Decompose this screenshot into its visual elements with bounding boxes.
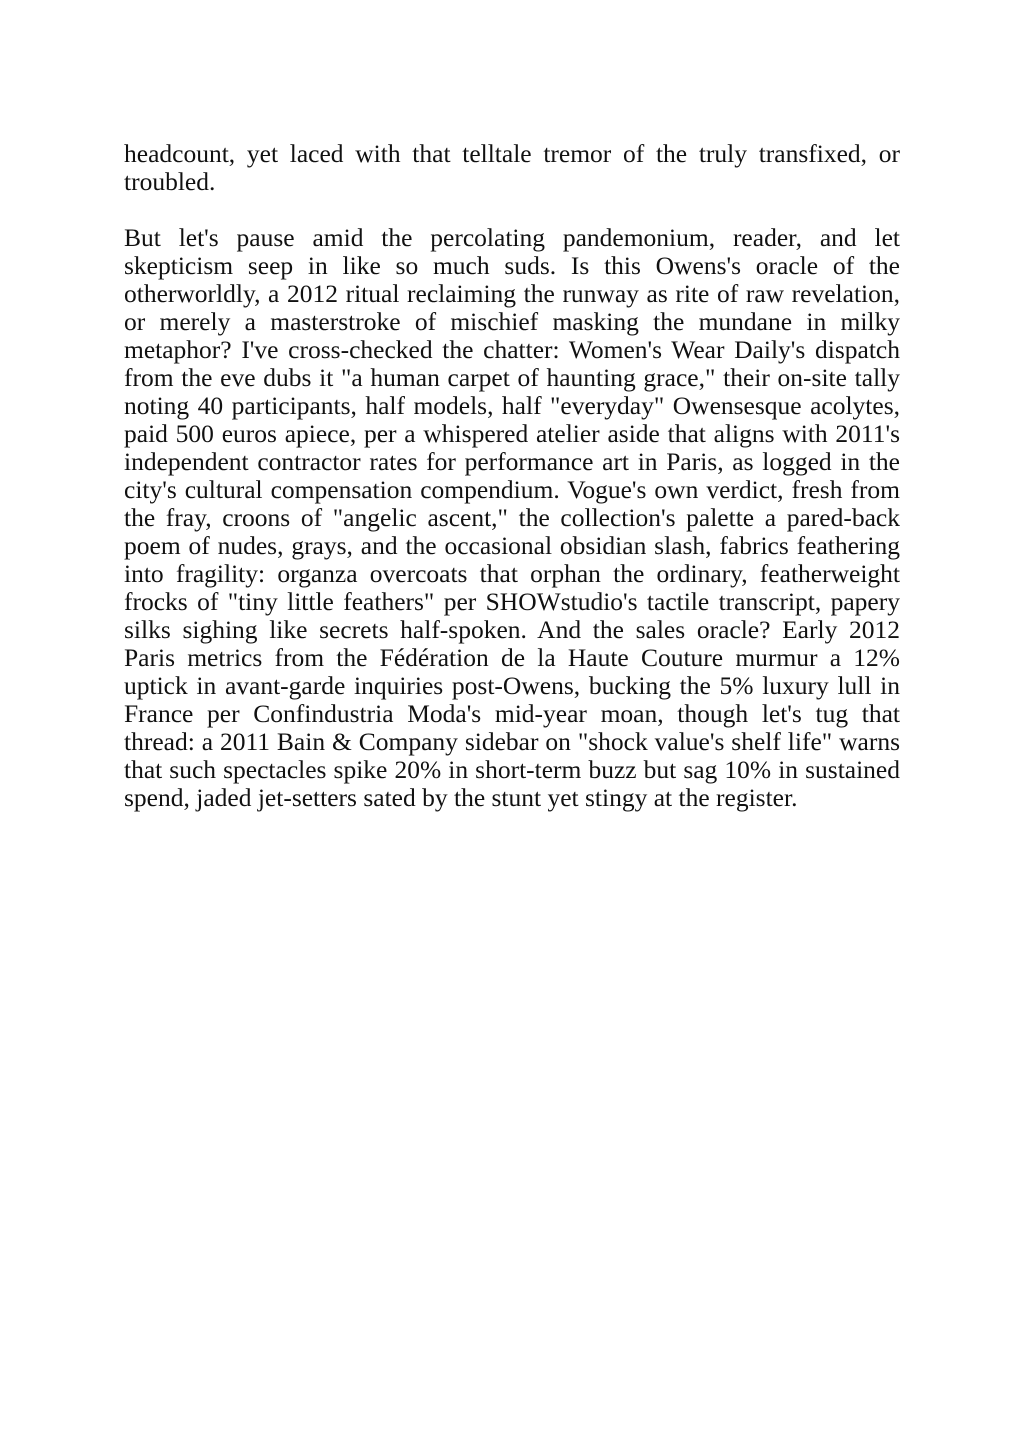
paragraph-main: But let's pause amid the percolating pandemonium, reader, and let skepticism seep in like so much suds. Is this Owens's oracle of the otherworldly, a 2012 ritual reclaiming the runway as rite of raw revelation, or merely a masterstroke of mischief masking the mundane in milky metaphor? I've cross-checked the chatter: Women's Wear Daily's dispatch from the eve dubs it "a human carpet of haunting grace," their on-site tally noting 40 participants, half models, half "everyday" Owensesque acolytes, paid 500 euros apiece, per a whispered atelier aside that aligns with 2011's independent contractor rates for performance art in Paris, as logged in the city's cultural compensation compendium. Vogue's own verdict, fresh from the fray, croons of "angelic ascent," the collection's palette a pared-back poem of nudes, grays, and the occasional obsidian slash, fabrics feathering into fragility: organza overcoats that orphan the ordinary, featherweight frocks of "tiny little feathers" per SHOWstudio's tactile transcript, papery silks sighing like secrets half-spoken. And the sales oracle? Early 2012 Paris metrics from the Fédération de la Haute Couture murmur a 12% uptick in avant-garde inquiries post-Owens, bucking the 5% luxury lull in France per Confindustria Moda's mid-year moan, though let's tug that thread: a 2011 Bain & Company sidebar on "shock value's shelf life" warns that such spectacles spike 20% in short-term buzz but sag 10% in sustained spend, jaded jet-setters sated by the stunt yet stingy at the register. [124,223,900,812]
body-text [124,140,900,812]
paragraph-continuation: headcount, yet laced with that telltale tremor of the truly transfixed, or troubled. [124,139,900,196]
